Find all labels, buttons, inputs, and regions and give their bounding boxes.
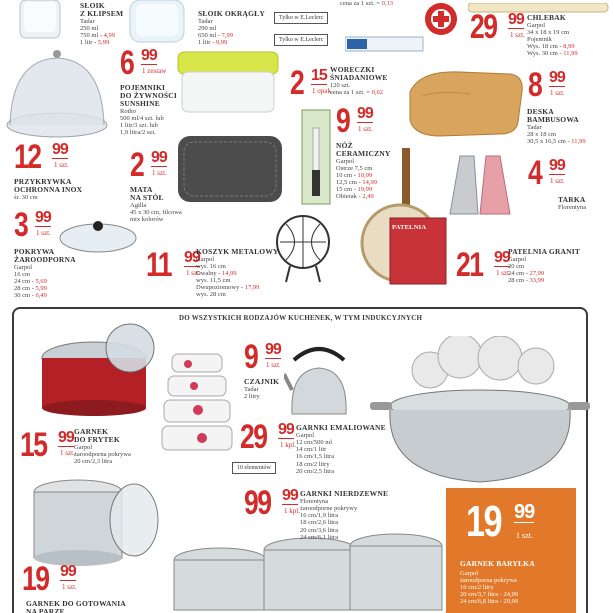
- grater-image: [444, 148, 514, 218]
- jar-clip-image: [14, 0, 69, 40]
- woreczki-spec1: 120 szt.: [330, 82, 351, 89]
- pojemniki-price: 6 99 1 zestaw: [120, 44, 167, 82]
- enamel-elements-tag: 10 elementów: [232, 462, 276, 474]
- food-cover-image: [2, 40, 112, 140]
- leclerc-tag-2: Tylko w E.Leclerc: [274, 34, 328, 46]
- pokrywa-brand: Garpol: [14, 264, 33, 271]
- garnek-para-name: GARNEK DO GOTOWANIA NA PARZE: [26, 599, 126, 613]
- noz-spec1: Ostrze 7,5 cm: [336, 165, 373, 172]
- patelnia-spec3: 28 cm - 33,99: [508, 277, 545, 284]
- pokrywa-spec2: 24 cm - 5,69: [14, 278, 47, 285]
- chlebak-spec3: Wys. 18 cm - 8,99: [527, 43, 575, 50]
- garnek-bar-spec2: 16 cm/2 litry: [460, 584, 494, 591]
- garnek-bar-brand: Garpol: [460, 570, 479, 577]
- section-title: DO WSZYSTKICH RODZAJÓW KUCHENEK, W TYM INDUKCYJNYCH: [175, 314, 426, 322]
- garnek-bar-spec1: żaroodporna pokrywa: [460, 577, 517, 584]
- noz-spec5: Obierak - 2,49: [336, 193, 374, 200]
- noz-spec2: 10 cm - 10,99: [336, 172, 373, 179]
- koszyk-spec4: Dwupoziomowy - 17,99: [196, 284, 260, 291]
- fryer-pot-image: [34, 318, 158, 418]
- table-mat-image: [170, 130, 290, 210]
- garnki-nierdz-brand: Florentyna: [300, 498, 329, 505]
- garnek-para-price: 19 99 1 szt.: [22, 560, 77, 598]
- deska-spec2: 30,5 x 16,5 cm - 11,99: [527, 138, 586, 145]
- koszyk-spec5: wys. 28 cm: [196, 291, 226, 298]
- czajnik-spec: 2 litry: [244, 393, 260, 400]
- pojemniki-name: POJEMNIKI DO ŻYWNOŚCI SUNSHINE: [120, 83, 177, 108]
- koszyk-brand: Garpol: [196, 256, 215, 263]
- sloik-klips-l1: 250 ml: [80, 25, 99, 32]
- garnek-bar-spec3: 20 cm/3,7 litra - 24,99: [460, 591, 519, 598]
- deska-name: DESKA BAMBUSOWA: [527, 107, 579, 124]
- tarka-name: TARKA: [558, 195, 586, 204]
- garnki-emal-brand: Garpol: [296, 432, 315, 439]
- garnek-frytek-price: 15 99 1 szt.: [20, 426, 75, 464]
- garnki-nierdz-price: 99 99 1 kpl.: [244, 484, 300, 522]
- deska-price: 8 99 1 szt.: [528, 66, 565, 104]
- garnki-emal-name: GARNKI EMALIOWANE: [296, 423, 386, 432]
- tarka-brand: Florentyna: [558, 204, 587, 211]
- mata-spec: 45 x 30 cm, filcowa mix kolorów: [130, 209, 182, 224]
- woreczki-name: WORECZKI ŚNIADANIOWE: [330, 65, 388, 82]
- garnek-frytek-brand: Garpol: [74, 444, 93, 451]
- pokrywa-price: 3 99 1 szt.: [14, 206, 51, 244]
- garnek-frytek-spec: żaroodporna pokrywa 20 cm/2,3 litra: [74, 451, 131, 466]
- enamel-pots-image: [158, 348, 238, 468]
- sloik-okragly-l3: 1 litr - 9,99: [198, 39, 228, 46]
- koszyk-spec3: wys. 11,5 cm: [196, 277, 231, 284]
- noz-spec3: 12,5 cm - 14,99: [336, 179, 377, 186]
- koszyk-spec2: Owalny - 14,99: [196, 270, 237, 277]
- przykrywka-price: 12 99 1 szt.: [14, 138, 69, 176]
- mata-price: 2 99 1 szt.: [130, 146, 167, 184]
- bamboo-board-image: [400, 62, 530, 142]
- patelnia-spec2: 24 cm - 27,99: [508, 270, 545, 277]
- deska-spec1: 28 x 18 cm: [527, 131, 557, 138]
- mata-name: MATA NA STÓŁ: [130, 185, 164, 202]
- patelnia-brand: Garpol: [508, 256, 527, 263]
- leclerc-tag-1: Tylko w E.Leclerc: [274, 12, 328, 24]
- woreczki-price: 2 15 1 opak.: [290, 64, 333, 102]
- pojemniki-spec: 500 ml/4 szt. lub 1 litr/3 szt. lub 1,9 litra/2 szt.: [120, 115, 164, 137]
- sloik-okragly-brand: Tadar: [198, 18, 213, 25]
- pokrywa-spec3: 28 cm - 5,99: [14, 285, 47, 292]
- granite-pan-image: [360, 148, 450, 288]
- pokrywa-spec1: 16 cm: [14, 271, 31, 278]
- pojemniki-brand: Rotho: [120, 108, 136, 115]
- chlebak-price: 29 99 1 szt.: [470, 8, 525, 46]
- round-jar-image: [128, 0, 188, 45]
- patelnia-price: 21 99 1 szt.: [456, 246, 511, 284]
- ceramic-knife-image: [300, 108, 332, 208]
- top-unit-price: cena za 1 szt. = 0,13: [340, 0, 393, 7]
- kettle-image: [284, 330, 354, 420]
- garnek-bar-price: 19 99 1 szt.: [466, 497, 535, 546]
- garnki-nierdz-name: GARNKI NIERDZEWNE: [300, 489, 389, 498]
- przykrywka-spec: śr. 30 cm: [14, 194, 38, 201]
- sloik-okragly-name: SŁOIK OKRĄGŁY: [198, 9, 265, 18]
- food-container-image: [174, 48, 282, 118]
- noz-spec4: 15 cm - 19,99: [336, 186, 373, 193]
- pan-box-label: PATELNIA: [392, 224, 427, 231]
- noz-name: NÓŻ CERAMICZNY: [336, 141, 391, 158]
- chlebak-spec1: 34 x 18 x 19 cm: [527, 29, 570, 36]
- przykrywka-name: PRZYKRYWKA OCHRONNA INOX: [14, 177, 83, 194]
- chlebak-spec2: Pojemnik: [527, 36, 552, 43]
- czajnik-name: CZAJNIK: [244, 377, 280, 386]
- metal-basket-image: [272, 208, 334, 286]
- noz-brand: Garpol: [336, 158, 355, 165]
- woreczki-spec2: cena za 1 szt. = 0,02: [330, 89, 383, 96]
- pokrywa-spec4: 30 cm - 6,49: [14, 292, 47, 299]
- bags-box-image: [345, 35, 425, 53]
- koszyk-spec1: wys. 16 cm: [196, 263, 226, 270]
- patelnia-name: PATELNIA GRANIT: [508, 247, 581, 256]
- garnki-emal-price: 29 99 1 kpl.: [240, 418, 296, 456]
- koszyk-price: 11 99 1 szt.: [146, 246, 201, 284]
- deska-brand: Tadar: [527, 124, 542, 131]
- chlebak-name: CHLEBAK: [527, 13, 566, 22]
- czajnik-price: 9 99 1 szt.: [244, 338, 281, 376]
- koszyk-name: KOSZYK METALOWY: [196, 247, 279, 256]
- barrel-pot-image: [370, 336, 600, 486]
- sloik-klips-l2: 750 ml - 4,99: [80, 32, 116, 39]
- sloik-klips-name: SŁOIK Z KLIPSEM: [80, 1, 124, 18]
- pokrywa-name: POKRYWA ŻAROODPORNA: [14, 247, 76, 264]
- sloik-klips-brand: Tadar: [80, 18, 95, 25]
- tarka-price: 4 99 1 szt.: [528, 154, 565, 192]
- garnek-frytek-name: GARNEK DO FRYTEK: [74, 427, 120, 444]
- sloik-okragly-l2: 650 ml - 7,99: [198, 32, 234, 39]
- patelnia-spec1: 20 cm: [508, 263, 525, 270]
- chlebak-brand: Garpol: [527, 22, 546, 29]
- own-brand-badge: [424, 2, 458, 36]
- steamer-pot-image: [24, 470, 160, 570]
- sloik-okragly-l1: 290 ml: [198, 25, 217, 32]
- sloik-klips-l3: 1 litr - 5,99: [80, 39, 110, 46]
- noz-price: 9 99 1 szt.: [336, 102, 373, 140]
- chlebak-spec4: Wys. 30 cm - 11,99: [527, 50, 578, 57]
- garnki-emal-spec: 12 cm/500 ml 14 cm/1 litr 16 cm/1,5 litra 18 cm/2 litry 20 cm/2,5 litra: [296, 439, 335, 475]
- garnek-bar-name: GARNEK BARYŁKA: [460, 559, 535, 568]
- garnki-nierdz-spec: żaroodporne pokrywy 16 cm/1,9 litra 18 cm/2,6 litra 20 cm/3,6 litra 24 cm/6,1 litra: [300, 505, 358, 541]
- czajnik-brand: Tadar: [244, 386, 259, 393]
- mata-brand: Agilla: [130, 202, 147, 209]
- garnek-bar-spec4: 24 cm/6,8 litra - 29,99: [460, 598, 519, 605]
